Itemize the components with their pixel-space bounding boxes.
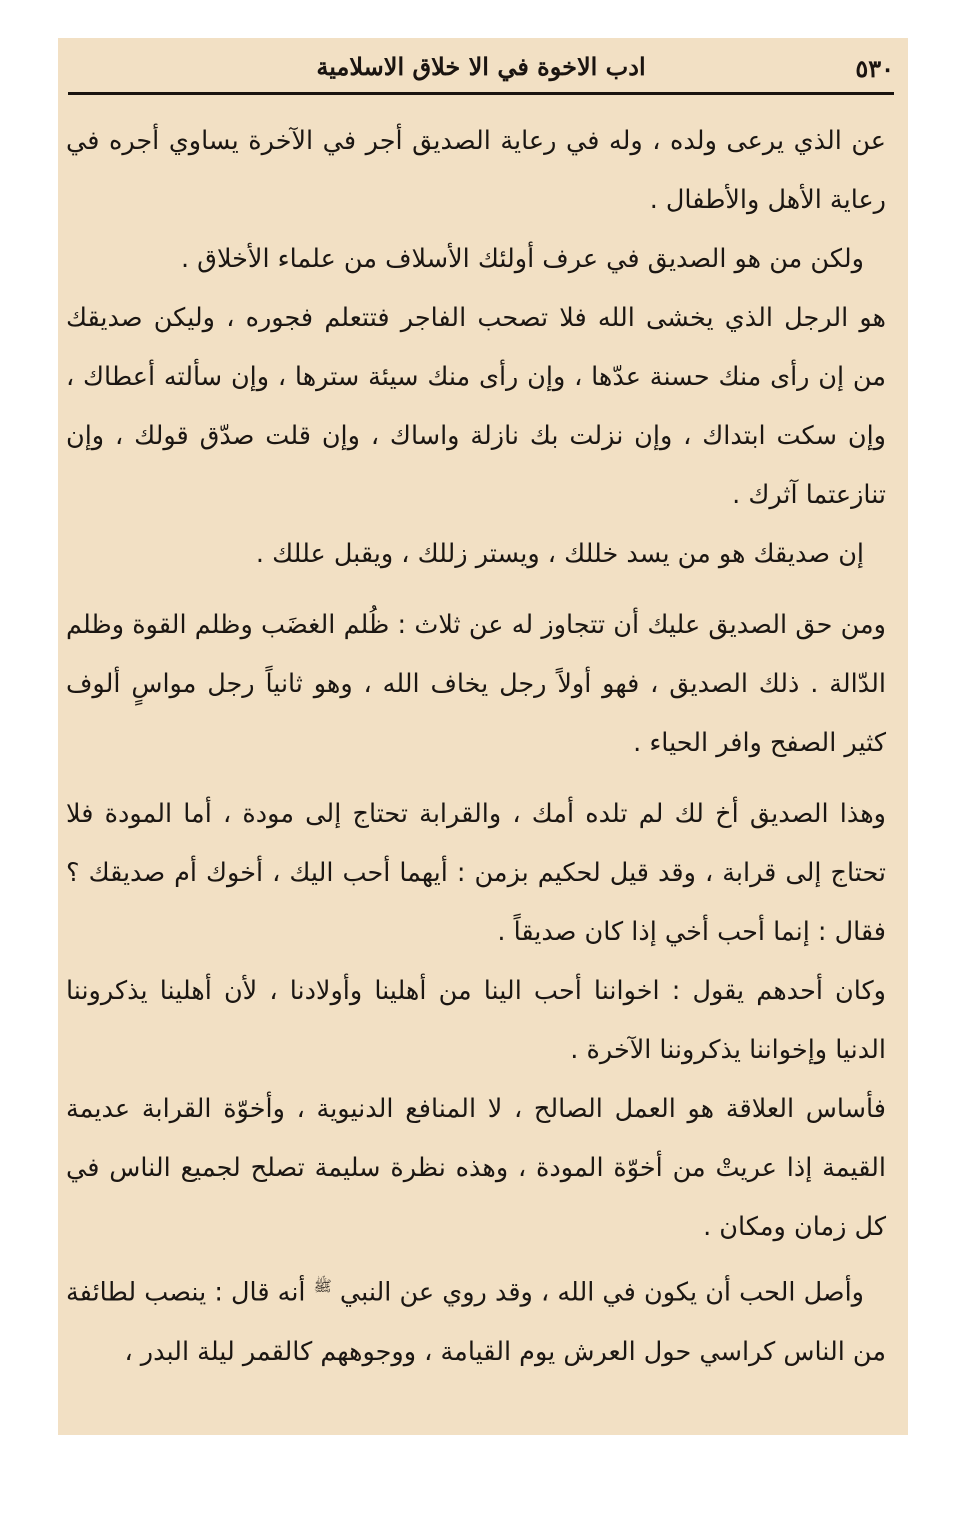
header-rule [68,92,894,95]
paragraph-4: إن صديقك هو من يسد خللك ، ويستر زللك ، ويقبل عللك . [255,539,864,569]
paragraph-5: ومن حق الصديق عليك أن تتجاوز له عن ثلاث : ظُلم الغضَب وظلم القوة وظلم الدّالة . ذلك الصديق ، فهو أولاً رجل يخاف الله ، وهو ثانياً رجل مواسٍ ألوف كثير الصفح وافر الحياء . [66,610,886,758]
running-title: ادب الاخوة في الا خلاق الاسلامية [316,52,646,81]
paragraph-1: عن الذي يرعى ولده ، وله في رعاية الصديق أجر في الآخرة يساوي أجره في رعاية الأهل والأطفال . [66,126,886,215]
body-text [66,112,886,1382]
paragraph-2: ولكن من هو الصديق في عرف أولئك الأسلاف من علماء الأخلاق . [180,244,864,274]
book-page [58,38,908,1435]
paragraph-6: وهذا الصديق أخ لك لم تلده أمك ، والقرابة تحتاج إلى مودة ، أما المودة فلا تحتاج إلى قرابة ، وقد قيل لحكيم بزمن : أيهما أحب اليك ، أخوك أم صديقك ؟ فقال : إنما أحب أخي إذا كان صديقاً . [66,799,886,947]
page-header [68,44,894,90]
paragraph-9 [66,1257,886,1382]
paragraph-3: هو الرجل الذي يخشى الله فلا تصحب الفاجر فتتعلم فجوره ، وليكن صديقك من إن رأى منك حسنة عدّها ، وإن رأى منك سيئة سترها ، وإن سألته أعطاك ، وإن سكت ابتداك ، وإن نزلت بك نازلة واساك ، وإن قلت صدّق قولك ، وإن تنازعتما آثرك . [66,303,886,510]
paragraph-7: وكان أحدهم يقول : اخواننا أحب الينا من أهلينا وأولادنا ، لأن أهلينا يذكروننا الدنيا وإخواننا يذكروننا الآخرة . [66,976,886,1065]
honorific-symbol: ﷺ [313,1277,332,1295]
page-number: ٥٣٠ [855,54,894,83]
paragraph-8: فأساس العلاقة هو العمل الصالح ، لا المنافع الدنيوية ، وأخوّة القرابة عديمة القيمة إذا عريتْ من أخوّة المودة ، وهذه نظرة سليمة تصلح لجميع الناس في كل زمان ومكان . [66,1094,886,1242]
paragraph-9-end: أنه قال : ينصب لطائفة من الناس كراسي حول العرش يوم القيامة ، ووجوههم كالقمر ليلة البدر ، [66,1277,886,1367]
paragraph-9-start: وأصل الحب أن يكون في الله ، وقد روي عن النبي [339,1277,864,1308]
